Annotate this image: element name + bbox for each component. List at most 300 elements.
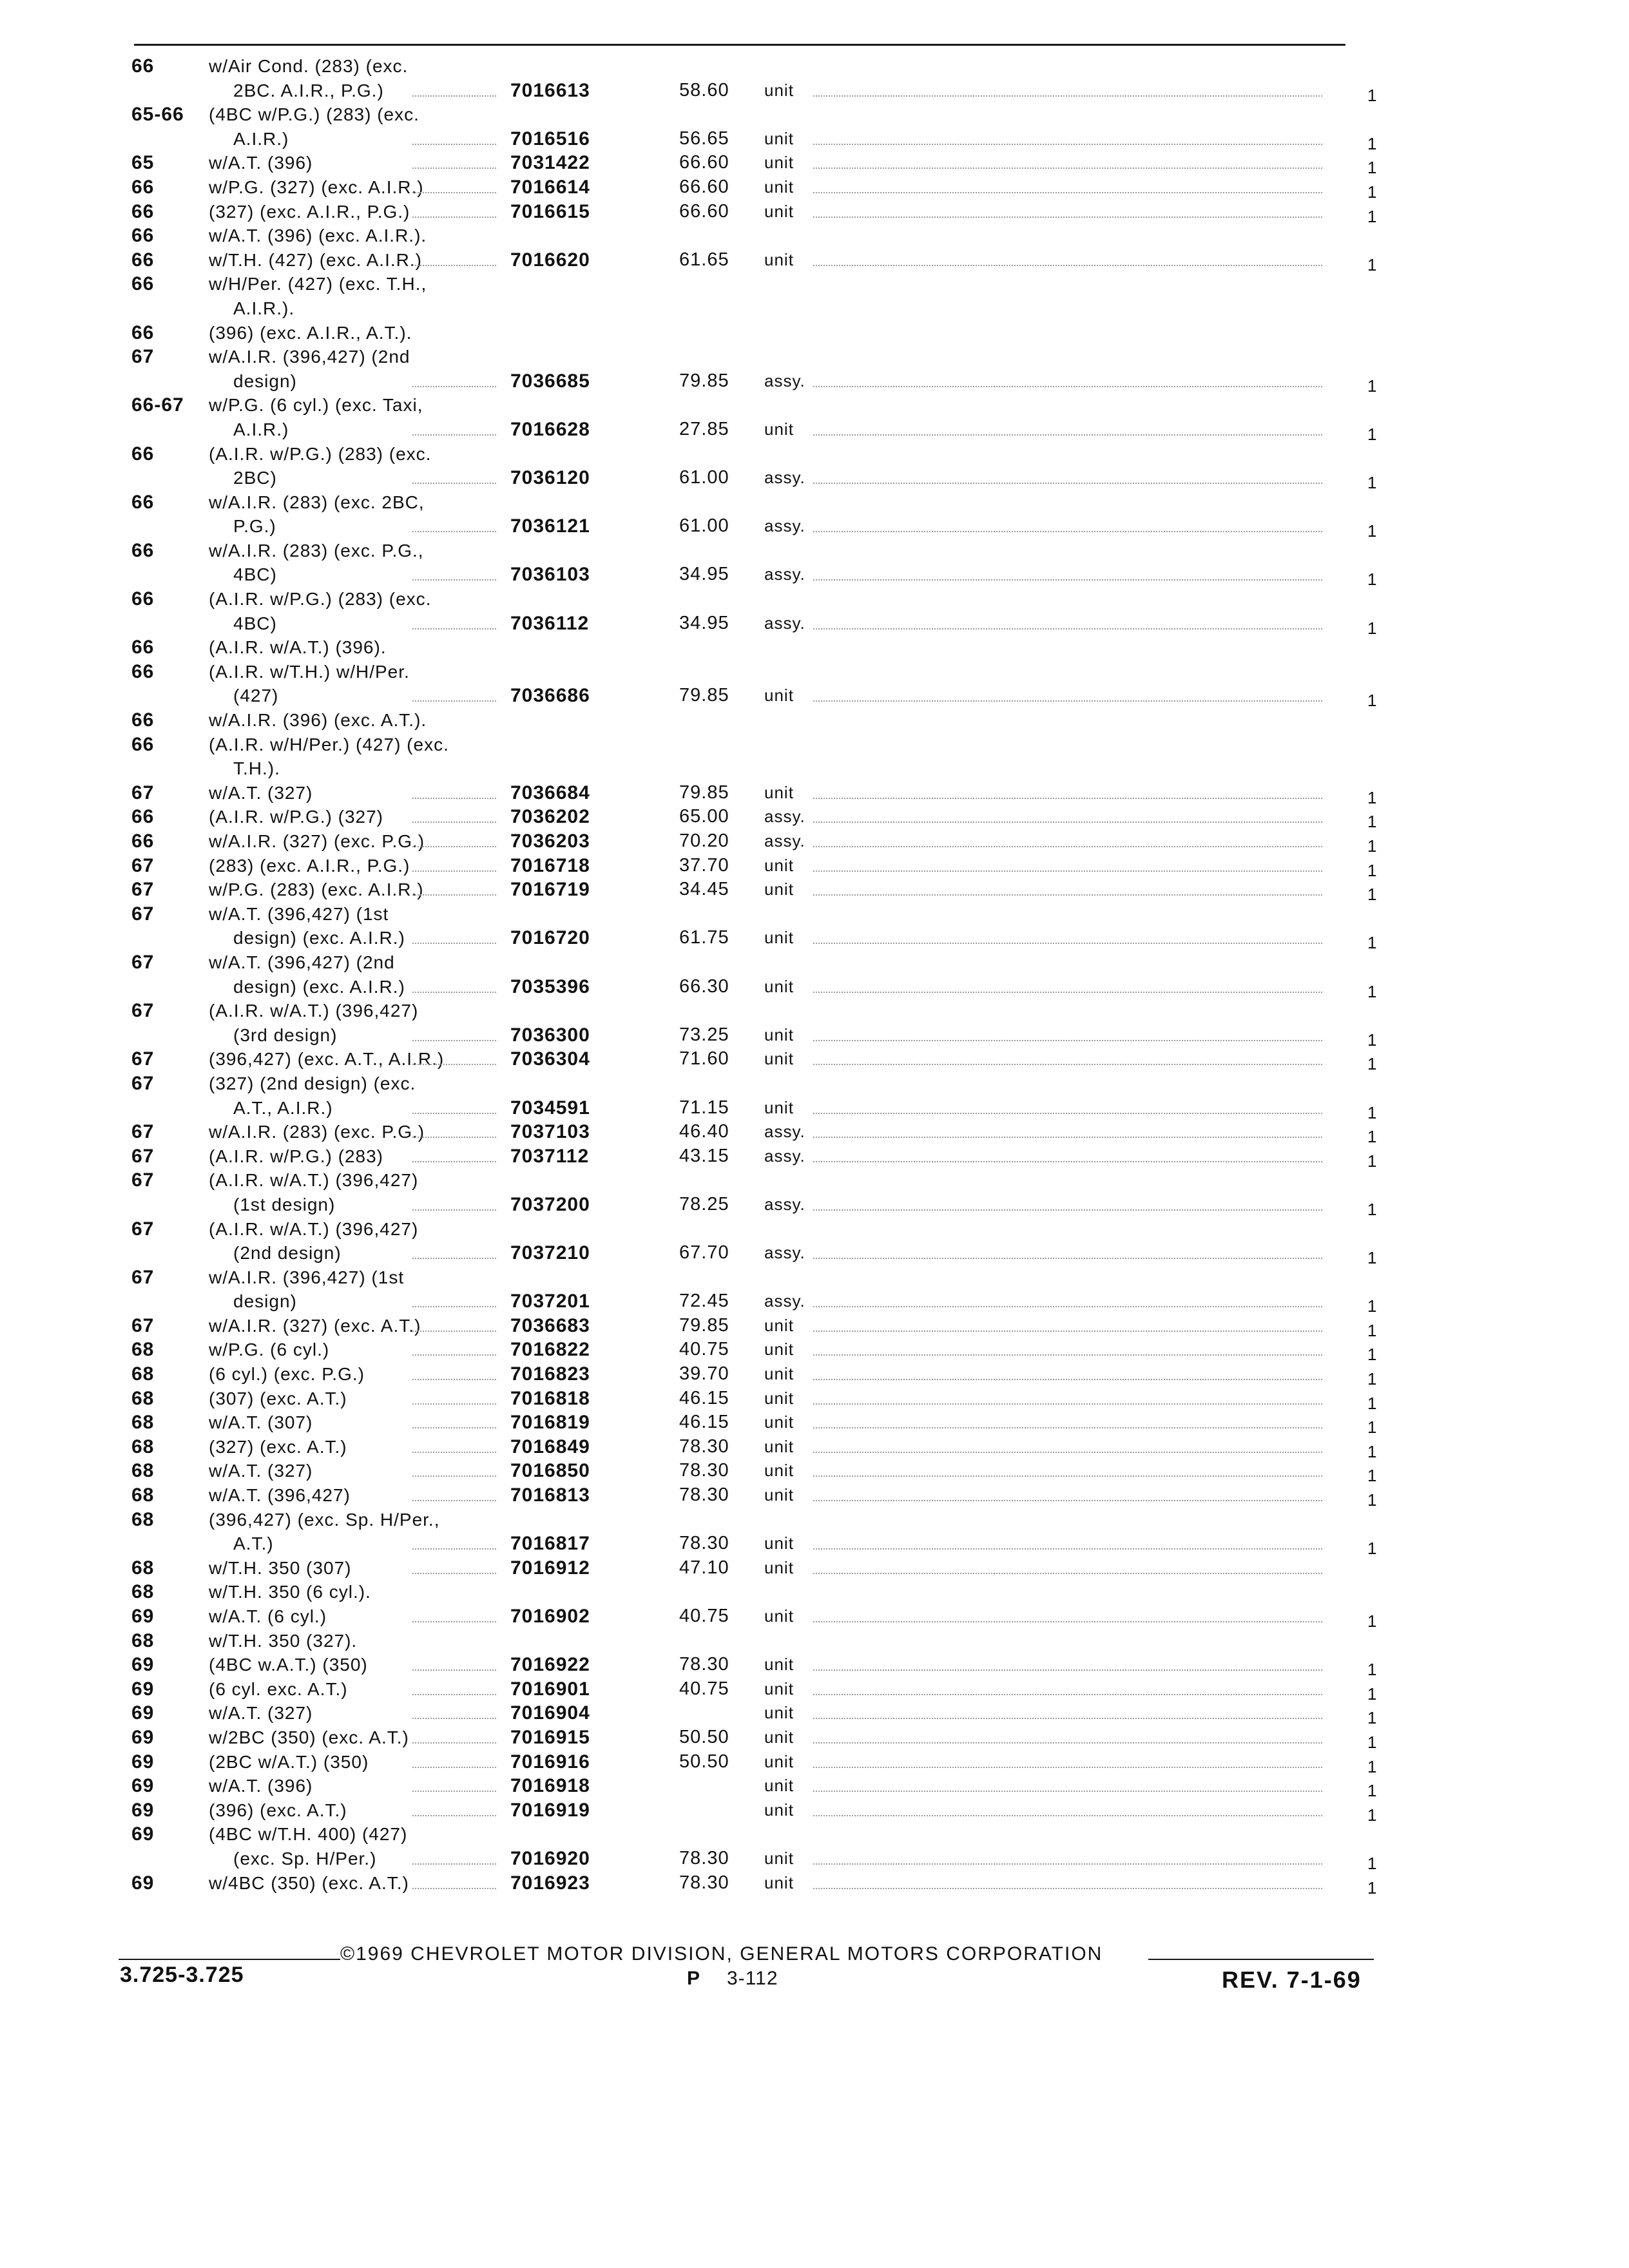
model-year: 66-67 — [131, 394, 184, 416]
quantity: 1 — [1367, 182, 1377, 202]
unit-type: unit — [764, 153, 794, 173]
list-price: 61.75 — [679, 927, 729, 948]
part-number: 7016720 — [510, 927, 590, 949]
part-number: 7037112 — [510, 1145, 590, 1167]
part-description: w/P.G. (6 cyl.) — [209, 1340, 330, 1360]
table-row — [0, 1289, 1629, 1314]
top-rule — [134, 44, 1345, 46]
model-year: 66 — [131, 831, 155, 852]
part-number: 7016620 — [510, 249, 590, 271]
list-price: 27.85 — [679, 418, 729, 439]
list-price: 66.30 — [679, 975, 729, 997]
dot-leader — [412, 1040, 496, 1041]
unit-type: unit — [764, 782, 794, 802]
unit-type: assy. — [764, 1194, 805, 1214]
part-number: 7036203 — [510, 831, 590, 852]
part-number: 7016922 — [510, 1654, 590, 1676]
dot-leader — [813, 1621, 1322, 1622]
part-description: (A.I.R. w/P.G.) (327) — [209, 807, 383, 827]
dot-leader — [412, 992, 496, 993]
unit-type: unit — [764, 1024, 794, 1044]
dot-leader — [412, 434, 496, 436]
dot-leader — [412, 700, 496, 702]
dot-leader — [412, 1742, 496, 1744]
quantity: 1 — [1367, 691, 1377, 711]
model-year: 66 — [131, 443, 155, 465]
model-year: 67 — [131, 346, 155, 368]
unit-type: unit — [764, 1751, 794, 1771]
model-year: 68 — [131, 1363, 155, 1385]
dot-leader — [813, 822, 1322, 823]
table-row — [0, 345, 1629, 369]
table-row — [0, 102, 1629, 127]
quantity: 1 — [1367, 1805, 1377, 1825]
quantity: 1 — [1367, 885, 1377, 905]
model-year: 68 — [131, 1460, 155, 1482]
part-number: 7016817 — [510, 1533, 590, 1555]
table-row — [0, 1168, 1629, 1193]
model-year: 66 — [131, 249, 155, 271]
part-description: (396,427) (exc. A.T., A.I.R.) — [209, 1049, 445, 1070]
part-number: 7016823 — [510, 1363, 590, 1385]
dot-leader — [412, 531, 496, 532]
unit-type: assy. — [764, 370, 805, 390]
table-row — [0, 1677, 1629, 1702]
part-number: 7037210 — [510, 1242, 590, 1264]
dot-leader — [813, 1427, 1322, 1428]
dot-leader — [813, 579, 1322, 581]
part-description: A.I.R.) — [233, 128, 289, 149]
part-description: w/A.T. (6 cyl.) — [209, 1606, 327, 1626]
unit-type: assy. — [764, 1122, 805, 1142]
dot-leader — [412, 1694, 496, 1695]
model-year: 67 — [131, 1048, 155, 1070]
table-row — [0, 562, 1629, 590]
table-row — [0, 127, 1629, 151]
part-description: (4BC w/P.G.) (283) (exc. — [209, 104, 419, 125]
model-year: 66 — [131, 660, 155, 682]
table-row — [0, 611, 1629, 636]
table-row — [0, 1750, 1629, 1774]
dot-leader — [813, 1767, 1322, 1768]
table-row — [0, 1265, 1629, 1290]
part-description: w/A.T. (327) — [209, 1703, 313, 1724]
dot-leader — [813, 1258, 1322, 1259]
part-number: 7036686 — [510, 685, 590, 707]
table-row — [0, 175, 1629, 200]
model-year: 67 — [131, 1314, 155, 1336]
model-year: 69 — [131, 1702, 155, 1724]
table-row — [0, 442, 1629, 466]
dot-leader — [412, 1331, 496, 1332]
quantity: 1 — [1367, 860, 1377, 880]
model-year: 69 — [131, 1775, 155, 1797]
model-year: 67 — [131, 1266, 155, 1288]
dot-leader — [813, 1306, 1322, 1307]
dot-leader — [412, 1379, 496, 1380]
part-description: design) (exc. A.I.R.) — [233, 928, 405, 948]
list-price: 78.30 — [679, 1460, 729, 1481]
table-row — [0, 1144, 1629, 1169]
table-row — [0, 1362, 1629, 1387]
list-price: 40.75 — [679, 1606, 729, 1626]
dot-leader — [412, 1888, 496, 1889]
part-number: 7016918 — [510, 1775, 590, 1797]
table-row — [0, 1725, 1629, 1750]
dot-leader — [813, 628, 1322, 629]
unit-type: unit — [764, 249, 794, 269]
list-price: 67.70 — [679, 1242, 729, 1264]
part-number: 7036120 — [510, 467, 590, 489]
part-number: 7016902 — [510, 1606, 590, 1627]
list-price: 34.45 — [679, 879, 729, 900]
list-price: 34.95 — [679, 564, 729, 585]
dot-leader — [813, 1573, 1322, 1574]
part-description: w/A.T. (327) — [209, 1461, 313, 1481]
list-price: 78.30 — [679, 1847, 729, 1869]
part-description: 2BC. A.I.R., P.G.) — [233, 80, 384, 101]
dot-leader — [813, 1548, 1322, 1550]
table-row — [0, 854, 1629, 878]
part-description: A.I.R.). — [233, 298, 295, 318]
model-year: 68 — [131, 1485, 155, 1506]
part-description: A.T.) — [233, 1533, 274, 1554]
dot-leader — [412, 1621, 496, 1622]
unit-type: unit — [764, 976, 794, 996]
dot-leader — [813, 1064, 1322, 1065]
quantity: 1 — [1367, 1418, 1377, 1437]
table-row — [0, 1096, 1629, 1120]
dot-leader — [813, 1161, 1322, 1162]
list-price: 39.70 — [679, 1363, 729, 1385]
part-description: (A.I.R. w/H/Per.) (427) (exc. — [209, 734, 449, 754]
part-description: (427) — [233, 686, 279, 706]
table-row — [0, 1871, 1629, 1896]
dot-leader — [412, 95, 496, 97]
quantity: 1 — [1367, 1684, 1377, 1704]
dot-leader — [412, 943, 496, 944]
table-row — [0, 151, 1629, 178]
part-description: 2BC) — [233, 468, 277, 488]
part-description: (A.I.R. w/A.T.) (396). — [209, 637, 387, 658]
quantity: 1 — [1367, 1127, 1377, 1147]
table-row — [0, 878, 1629, 905]
part-description: (A.I.R. w/T.H.) w/H/Per. — [209, 661, 410, 682]
dot-leader — [813, 1888, 1322, 1889]
quantity: 1 — [1367, 1296, 1377, 1316]
model-year: 68 — [131, 1387, 155, 1409]
part-number: 7036300 — [510, 1024, 590, 1046]
part-number: 7016850 — [510, 1460, 590, 1482]
quantity: 1 — [1367, 1490, 1377, 1510]
table-row — [0, 1847, 1629, 1871]
quantity: 1 — [1367, 376, 1377, 396]
list-price: 72.45 — [679, 1291, 729, 1312]
dot-leader — [813, 992, 1322, 993]
model-year: 66 — [131, 55, 155, 77]
table-row — [0, 1410, 1629, 1435]
unit-type: unit — [764, 1557, 794, 1577]
table-row — [0, 1604, 1629, 1629]
dot-leader — [813, 1137, 1322, 1138]
table-row — [0, 829, 1629, 854]
dot-leader — [412, 579, 496, 581]
page-number: 3-112 — [727, 1968, 778, 1989]
model-year: 68 — [131, 1508, 155, 1530]
unit-type: unit — [764, 1678, 794, 1698]
list-price: 61.00 — [679, 467, 729, 488]
part-number: 7016822 — [510, 1339, 590, 1361]
unit-type: assy. — [764, 468, 805, 488]
model-year: 66 — [131, 806, 155, 828]
quantity: 1 — [1367, 1151, 1377, 1171]
table-row — [0, 902, 1629, 927]
table-row — [0, 999, 1629, 1023]
model-year: 66 — [131, 539, 155, 561]
part-description: (4BC w/T.H. 400) (427) — [209, 1824, 408, 1845]
list-price: 78.30 — [679, 1485, 729, 1506]
part-description: w/A.I.R. (283) (exc. P.G., — [209, 540, 424, 561]
dot-leader — [412, 144, 496, 145]
part-description: A.T., A.I.R.) — [233, 1097, 333, 1118]
dot-leader — [813, 1718, 1322, 1719]
dot-leader — [412, 846, 496, 847]
list-price: 61.65 — [679, 249, 729, 270]
quantity: 1 — [1367, 85, 1377, 105]
model-year: 66 — [131, 322, 155, 343]
table-row — [0, 1072, 1629, 1096]
part-description: w/A.I.R. (283) (exc. P.G.) — [209, 1122, 425, 1142]
dot-leader — [412, 1475, 496, 1477]
table-row — [0, 660, 1629, 684]
part-number: 7036202 — [510, 806, 590, 828]
part-description: w/H/Per. (427) (exc. T.H., — [209, 274, 427, 294]
part-number: 7016813 — [510, 1485, 590, 1506]
unit-type: unit — [764, 128, 794, 148]
section-reference: 3.725-3.725 — [120, 1963, 244, 1987]
part-description: w/A.I.R. (396) (exc. A.T.). — [209, 710, 427, 731]
dot-leader — [813, 1815, 1322, 1816]
part-description: w/A.T. (396,427) (1st — [209, 903, 389, 924]
model-year: 68 — [131, 1557, 155, 1579]
dot-leader — [412, 1161, 496, 1162]
list-price: 58.60 — [679, 79, 729, 101]
dot-leader — [813, 95, 1322, 97]
quantity: 1 — [1367, 570, 1377, 590]
dot-leader — [412, 1863, 496, 1865]
part-number: 7016912 — [510, 1557, 590, 1579]
quantity: 1 — [1367, 1781, 1377, 1801]
part-description: (2BC w/A.T.) (350) — [209, 1751, 369, 1772]
dot-leader — [412, 192, 496, 193]
quantity: 1 — [1367, 1732, 1377, 1752]
model-year: 68 — [131, 1581, 155, 1603]
part-number: 7016615 — [510, 200, 590, 222]
part-description: T.H.). — [233, 758, 280, 779]
part-description: (327) (exc. A.T.) — [209, 1436, 347, 1457]
part-description: w/A.I.R. (327) (exc. A.T.) — [209, 1315, 421, 1336]
list-price: 66.60 — [679, 200, 729, 222]
part-number: 7016901 — [510, 1678, 590, 1700]
table-row — [0, 1241, 1629, 1268]
part-description: (exc. Sp. H/Per.) — [233, 1848, 377, 1869]
part-number: 7037201 — [510, 1291, 590, 1312]
dot-leader — [412, 1815, 496, 1816]
part-description: (A.I.R. w/A.T.) (396,427) — [209, 1170, 419, 1191]
list-price: 50.50 — [679, 1751, 729, 1772]
list-price: 79.85 — [679, 1314, 729, 1336]
part-number: 7034591 — [510, 1097, 590, 1119]
unit-type: unit — [764, 1388, 794, 1408]
part-number: 7016915 — [510, 1726, 590, 1748]
dot-leader — [412, 1669, 496, 1671]
quantity: 1 — [1367, 1660, 1377, 1680]
quantity: 1 — [1367, 787, 1377, 807]
unit-type: unit — [764, 1436, 794, 1456]
model-year: 68 — [131, 1339, 155, 1361]
dot-leader — [813, 531, 1322, 532]
part-description: P.G.) — [233, 516, 276, 537]
part-description: (283) (exc. A.I.R., P.G.) — [209, 855, 410, 876]
quantity: 1 — [1367, 1708, 1377, 1728]
unit-type: unit — [764, 1340, 794, 1360]
unit-type: assy. — [764, 516, 805, 536]
part-description: w/T.H. 350 (6 cyl.). — [209, 1582, 371, 1602]
quantity: 1 — [1367, 1369, 1377, 1389]
dot-leader — [412, 894, 496, 896]
table-row — [0, 1798, 1629, 1823]
table-row — [0, 756, 1629, 781]
part-description: (396,427) (exc. Sp. H/Per., — [209, 1509, 440, 1530]
footer-rule-left — [119, 1959, 340, 1960]
unit-type: unit — [764, 1800, 794, 1820]
quantity: 1 — [1367, 933, 1377, 953]
part-number: 7016628 — [510, 418, 590, 440]
part-description: w/A.T. (396) — [209, 1776, 313, 1796]
table-row — [0, 466, 1629, 493]
table-row — [0, 805, 1629, 832]
quantity: 1 — [1367, 1102, 1377, 1122]
model-year: 67 — [131, 1169, 155, 1191]
list-price: 37.70 — [679, 854, 729, 876]
part-description: w/T.H. (427) (exc. A.I.R.) — [209, 249, 422, 270]
part-description: design) — [233, 1291, 297, 1312]
table-row — [0, 1314, 1629, 1338]
table-row — [0, 1532, 1629, 1559]
unit-type: unit — [764, 1872, 794, 1892]
table-row — [0, 1822, 1629, 1847]
dot-leader — [813, 1791, 1322, 1792]
quantity: 1 — [1367, 473, 1377, 493]
part-number: 7016614 — [510, 176, 590, 198]
unit-type: assy. — [764, 613, 805, 633]
list-price: 40.75 — [679, 1678, 729, 1699]
part-description: (327) (exc. A.I.R., P.G.) — [209, 201, 410, 222]
dot-leader — [412, 386, 496, 387]
part-description: w/T.H. 350 (327). — [209, 1630, 358, 1651]
model-year: 69 — [131, 1678, 155, 1700]
quantity: 1 — [1367, 836, 1377, 856]
dot-leader — [412, 1354, 496, 1356]
quantity: 1 — [1367, 981, 1377, 1001]
quantity: 1 — [1367, 1248, 1377, 1268]
part-number: 7016916 — [510, 1751, 590, 1773]
dot-leader — [412, 1452, 496, 1453]
dot-leader — [813, 1209, 1322, 1211]
dot-leader — [412, 1718, 496, 1719]
unit-type: unit — [764, 1727, 794, 1747]
dot-leader — [813, 1694, 1322, 1695]
model-year: 69 — [131, 1751, 155, 1773]
table-row — [0, 950, 1629, 975]
model-year: 69 — [131, 1654, 155, 1676]
model-year: 69 — [131, 1799, 155, 1821]
unit-type: unit — [764, 1049, 794, 1069]
model-year: 66 — [131, 709, 155, 731]
dot-leader — [813, 483, 1322, 484]
table-row — [0, 54, 1629, 79]
list-price: 47.10 — [679, 1557, 729, 1578]
unit-type: unit — [764, 1533, 794, 1553]
table-row — [0, 926, 1629, 953]
table-row — [0, 1047, 1629, 1072]
model-year: 65-66 — [131, 104, 184, 126]
unit-type: unit — [764, 1097, 794, 1117]
part-number: 7036112 — [510, 612, 590, 634]
unit-type: unit — [764, 419, 794, 439]
model-year: 66 — [131, 225, 155, 247]
dot-leader — [813, 943, 1322, 944]
quantity: 1 — [1367, 1853, 1377, 1873]
table-row — [0, 1774, 1629, 1801]
list-price: 46.40 — [679, 1121, 729, 1142]
model-year: 69 — [131, 1726, 155, 1748]
part-number: 7036685 — [510, 370, 590, 392]
part-description: (4BC w.A.T.) (350) — [209, 1655, 368, 1675]
table-row — [0, 1217, 1629, 1242]
list-price: 43.15 — [679, 1145, 729, 1166]
part-description: w/2BC (350) (exc. A.T.) — [209, 1727, 409, 1747]
table-row — [0, 1580, 1629, 1604]
unit-type: assy. — [764, 1146, 805, 1166]
list-price: 78.30 — [679, 1654, 729, 1675]
part-description: A.I.R.) — [233, 419, 289, 439]
unit-type: unit — [764, 1776, 794, 1796]
part-description: 4BC) — [233, 564, 277, 585]
dot-leader — [412, 1306, 496, 1307]
part-description: (A.I.R. w/P.G.) (283) (exc. — [209, 589, 432, 610]
table-row — [0, 200, 1629, 224]
quantity: 1 — [1367, 1345, 1377, 1365]
parts-list — [0, 54, 1629, 1898]
model-year: 69 — [131, 1872, 155, 1894]
part-description: w/Air Cond. (283) (exc. — [209, 56, 409, 76]
model-year: 67 — [131, 1218, 155, 1240]
dot-leader — [412, 1064, 496, 1065]
unit-type: unit — [764, 201, 794, 221]
table-row — [0, 587, 1629, 611]
part-description: design) — [233, 370, 297, 391]
part-description: (327) (2nd design) (exc. — [209, 1073, 416, 1093]
model-year: 67 — [131, 1000, 155, 1022]
part-description: (A.I.R. w/A.T.) (396,427) — [209, 1218, 419, 1239]
quantity: 1 — [1367, 618, 1377, 638]
part-description: (3rd design) — [233, 1024, 338, 1045]
dot-leader — [813, 1669, 1322, 1671]
quantity: 1 — [1367, 1199, 1377, 1219]
part-number: 7035396 — [510, 975, 590, 997]
model-year: 66 — [131, 200, 155, 222]
